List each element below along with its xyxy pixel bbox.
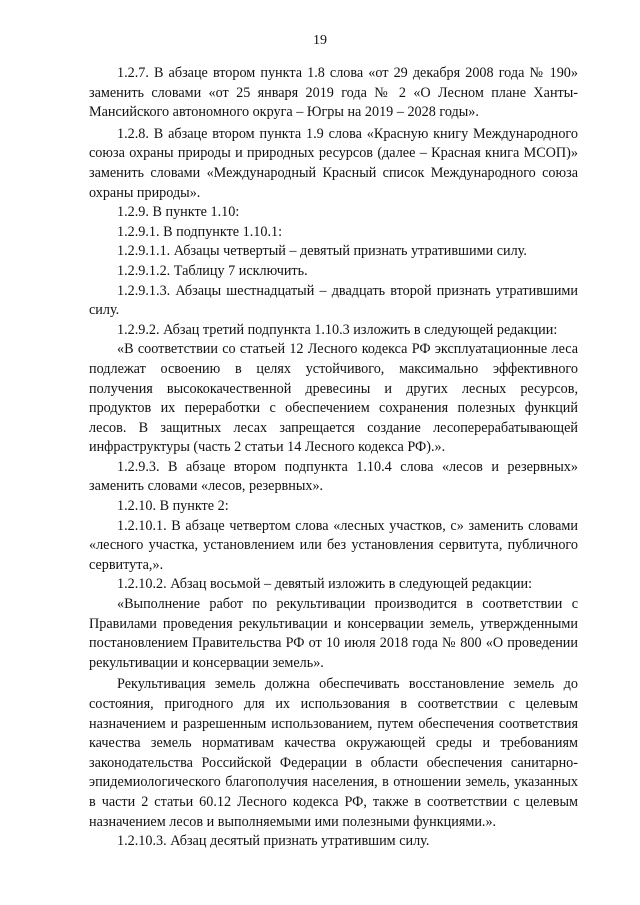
document-body: [89, 64, 578, 852]
paragraph-1-2-10-3: 1.2.10.3. Абзац десятый признать утратившим силу.: [117, 833, 430, 850]
paragraph-1-2-9-3: 1.2.9.3. В абзаце втором подпункта 1.10.4 слова «лесов и резервных» заменить словами «лесов, резервных».: [89, 458, 578, 495]
page-number: 19: [313, 33, 327, 48]
paragraph-1-2-10-1: 1.2.10.1. В абзаце четвертом слова «лесных участков, с» заменить словами «лесного участка, установлением или без установления сервитута, публичного сервитута,».: [89, 517, 578, 573]
quote-paragraph-recultivation-continued: Рекультивация земель должна обеспечивать восстановление земель до состояния, пригодного для их использования в соответствии с целевым назначением и разрешенным использованием, путем обеспечения соответствия качества земель нормативам качества окружающей среды и требованиям законодательства Российской Федерации в области обеспечения санитарно-эпидемиологического благополучия населения, в отношении земель, указанных в части 2 статьи 60.12 Лесного кодекса РФ, также в соответствии с целевым назначением лесов и выполняемыми ими полезными функциями.».: [89, 676, 578, 830]
quote-paragraph-recultivation: «Выполнение работ по рекультивации производится в соответствии с Правилами проведения рекультивации и консервации земель, утвержденными постановлением Правительства РФ от 10 июля 2018 года № 800 «О проведении рекультивации и консервации земель».: [89, 596, 578, 671]
quote-paragraph-forest-code-12: «В соответствии со статьей 12 Лесного кодекса РФ эксплуатационные леса подлежат освоению в целях устойчивого, максимально эффективного получения высококачественной древесины и других лесных ресурсов, продуктов их переработки с обеспечением сохранения полезных функций лесов. В защитных лесах запрещается создание лесоперерабатывающей инфраструктуры (часть 2 статьи 14 Лесного кодекса РФ).».: [89, 341, 578, 456]
paragraph-1-2-8: 1.2.8. В абзаце втором пункта 1.9 слова «Красную книгу Международного союза охраны природы и природных ресурсов (далее – Красная книга МСОП)» заменить словами «Международный Красный список Международного союза охраны природы».: [89, 125, 578, 201]
paragraph-1-2-9: 1.2.9. В пункте 1.10:: [117, 204, 240, 221]
paragraph-1-2-10: 1.2.10. В пункте 2:: [117, 498, 229, 515]
paragraph-1-2-7: 1.2.7. В абзаце втором пункта 1.8 слова «от 29 декабря 2008 года № 190» заменить словами «от 25 января 2019 года № 2 «О Лесном плане Ханты-Мансийского автономного округа – Югры на 2019 – 2028 годы».: [89, 65, 578, 121]
paragraph-1-2-9-1: 1.2.9.1. В подпункте 1.10.1:: [117, 223, 283, 240]
paragraph-1-2-9-1-2: 1.2.9.1.2. Таблицу 7 исключить.: [117, 262, 308, 279]
paragraph-1-2-9-1-3: 1.2.9.1.3. Абзацы шестнадцатый – двадцать второй признать утратившими силу.: [89, 282, 578, 319]
paragraph-1-2-9-2: 1.2.9.2. Абзац третий подпункта 1.10.3 изложить в следующей редакции:: [117, 321, 558, 338]
paragraph-1-2-9-1-1: 1.2.9.1.1. Абзацы четвертый – девятый признать утратившими силу.: [117, 243, 527, 260]
paragraph-1-2-10-2: 1.2.10.2. Абзац восьмой – девятый изложить в следующей редакции:: [117, 576, 533, 593]
